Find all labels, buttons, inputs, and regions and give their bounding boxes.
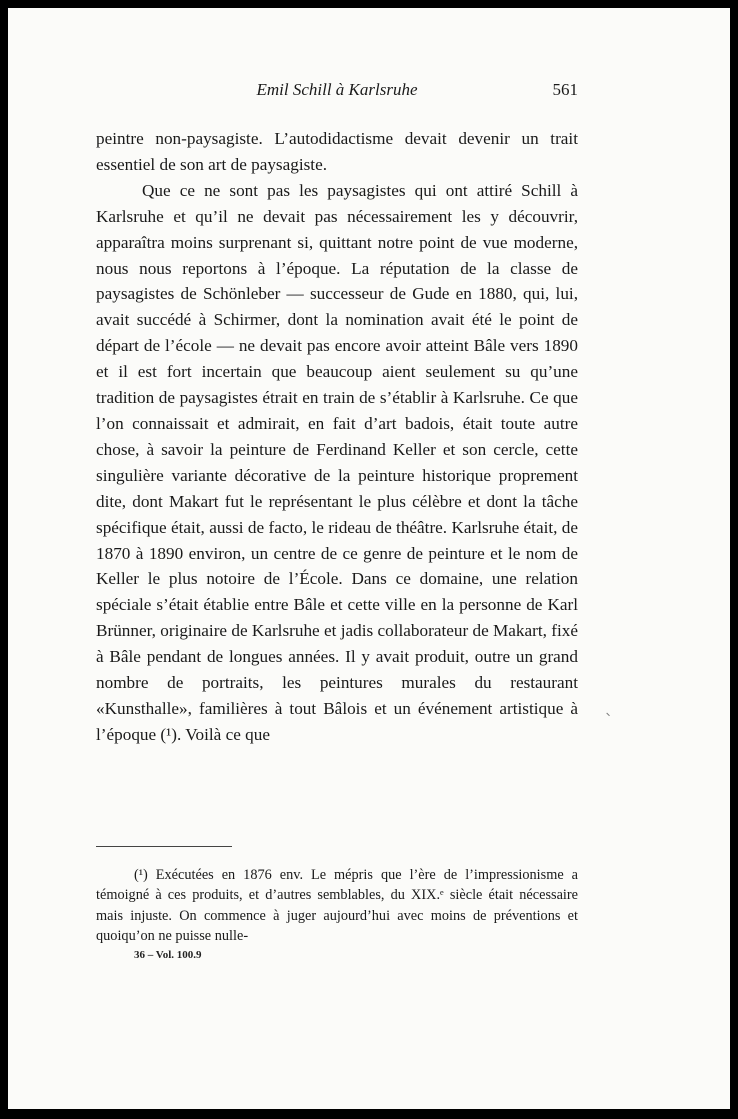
scan-speck (606, 710, 612, 716)
running-title: Emil Schill à Karlsruhe (256, 80, 418, 99)
footnote: (¹) Exécutées en 1876 env. Le mépris que l’ère de l’impressionisme a témoigné à ces produits, et d’autres semblables, du XIX.ᵉ siècle était nécessaire mais injuste. On commence à juger aujourd’hui avec moins de préventions et quoiqu’on ne puisse nulle- (96, 867, 578, 944)
body-text (96, 126, 578, 748)
paragraph-continuation: peintre non-paysagiste. L’autodidactisme devait devenir un trait essentiel de son art de paysagiste. (96, 129, 578, 174)
printer-signature: 36 – Vol. 100.9 (134, 949, 202, 961)
paragraph: Que ce ne sont pas les paysagistes qui ont attiré Schill à Karlsruhe et qu’il ne devait pas nécessairement les y découvrir, apparaîtra moins surprenant si, quittant notre point de vue moderne, nous nous reportons à l’époque. La réputation de la classe de paysagistes de Schönleber — successeur de Gude en 1880, qui, lui, avait succédé à Schirmer, dont la nomination avait été le point de départ de l’école — ne devait pas encore avoir atteint Bâle vers 1890 et il est fort incertain que beaucoup aient seulement su qu’une tradition de paysagistes étrait en train de s’établir à Karlsruhe. Ce que l’on connaissait et admirait, en fait d’art badois, était toute autre chose, à savoir la peinture de Ferdinand Keller et son cercle, cette singulière variante décorative de la peinture historique proprement dite, dont Makart fut le représentant le plus célèbre et dont la tâche spécifique était, aussi de facto, le rideau de théâtre. Karlsruhe était, de 1870 à 1890 environ, un centre de ce genre de peinture et le nom de Keller le plus notoire de l’École. Dans ce domaine, une relation spéciale s’était établie entre Bâle et cette ville en la personne de Karl Brünner, originaire de Karlsruhe et jadis collaborateur de Makart, fixé à Bâle pendant de longues années. Il y avait produit, outre un grand nombre de portraits, les peintures murales du restaurant «Kunsthalle», familières à tout Bâlois et un événement artistique à l’époque (¹). Voilà ce que (96, 180, 578, 744)
book-page (8, 8, 730, 1109)
page-number: 561 (552, 80, 578, 99)
footnote-divider (96, 846, 232, 847)
running-head (96, 80, 578, 110)
